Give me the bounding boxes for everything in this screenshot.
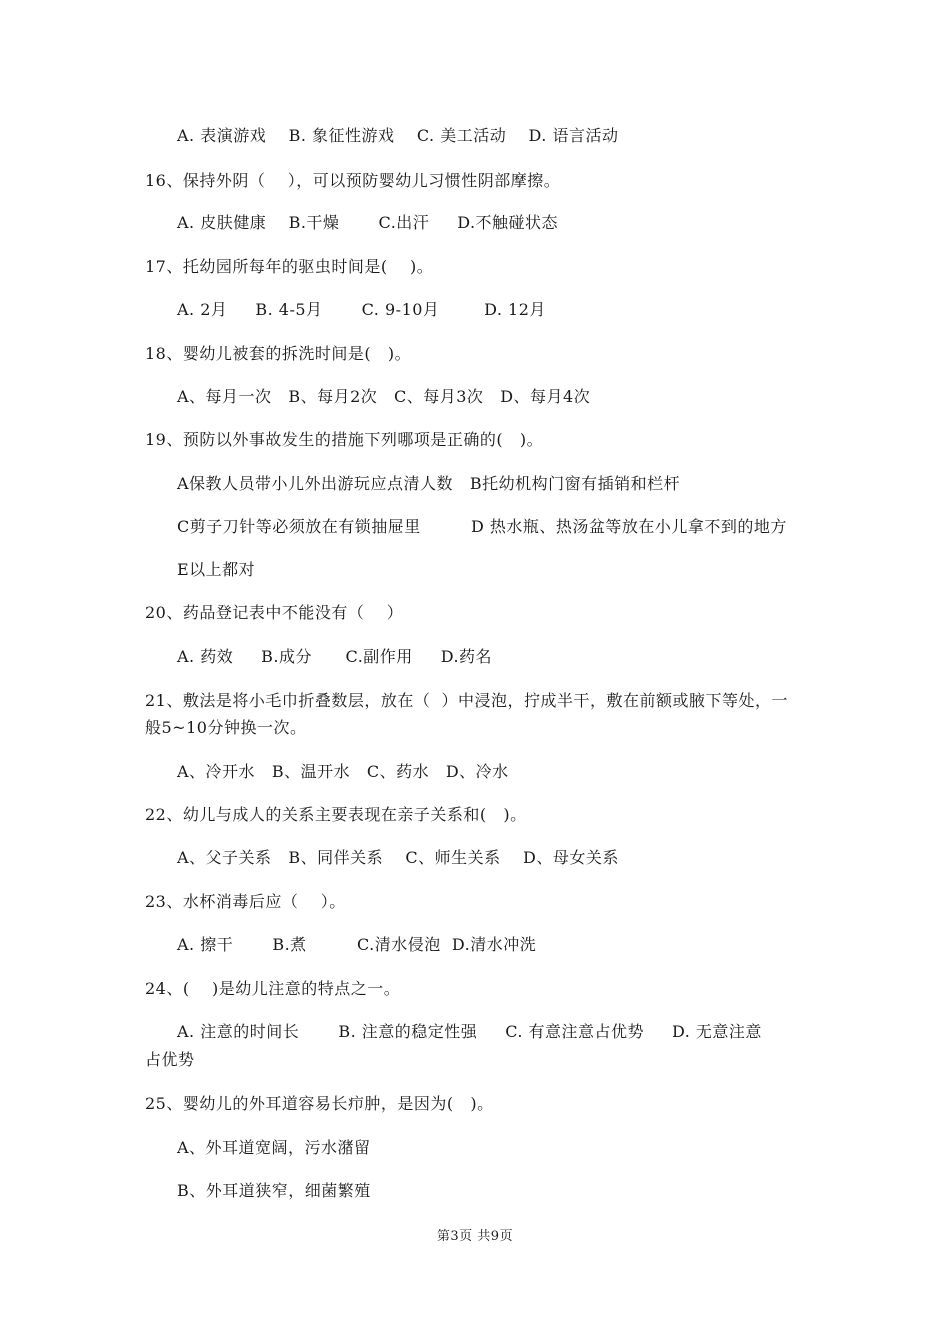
q17-options: A. 2月 B. 4-5月 C. 9-10月 D. 12月	[177, 300, 546, 319]
page-footer: 第3页 共9页	[436, 1229, 514, 1244]
q24-options: A. 注意的时间长 B. 注意的稳定性强 C. 有意注意占优势 D. 无意注意	[177, 1022, 762, 1041]
q16-options: A. 皮肤健康 B.干燥 C.出汗 D.不触碰状态	[177, 213, 559, 232]
q19-option-e: E以上都对	[177, 560, 256, 579]
q25-option-a: A、外耳道宽阔，污水潴留	[177, 1138, 371, 1157]
question-19: 19、预防以外事故发生的措施下列哪项是正确的( )。	[145, 430, 544, 449]
question-21-cont: 般5~10分钟换一次。	[145, 718, 307, 737]
question-18: 18、婴幼儿被套的拆洗时间是( )。	[145, 344, 412, 363]
q19-options-cd: C剪子刀针等必须放在有锁抽屉里 D 热水瓶、热汤盆等放在小儿拿不到的地方	[177, 517, 787, 536]
q19-options-ab: A保教人员带小儿外出游玩应点清人数 B托幼机构门窗有插销和栏杆	[177, 474, 681, 493]
question-17: 17、托幼园所每年的驱虫时间是( )。	[145, 257, 434, 276]
question-22: 22、幼儿与成人的关系主要表现在亲子关系和( )。	[145, 805, 527, 824]
question-24: 24、( )是幼儿注意的特点之一。	[145, 979, 401, 998]
q24-options-cont: 占优势	[145, 1050, 195, 1069]
question-16: 16、保持外阴（ ），可以预防婴幼儿习惯性阴部摩擦。	[145, 171, 561, 190]
question-25: 25、婴幼儿的外耳道容易长疖肿，是因为( )。	[145, 1094, 494, 1113]
q23-options: A. 擦干 B.煮 C.清水侵泡 D.清水冲洗	[177, 935, 537, 954]
q25-option-b: B、外耳道狭窄，细菌繁殖	[177, 1181, 371, 1200]
question-20: 20、药品登记表中不能没有（ ）	[145, 603, 404, 622]
q22-options: A、父子关系 B、同伴关系 C、师生关系 D、母女关系	[177, 848, 619, 867]
q20-options: A. 药效 B.成分 C.副作用 D.药名	[177, 647, 493, 666]
question-21: 21、敷法是将小毛巾折叠数层，放在（ ）中浸泡，拧成半干，敷在前额或腋下等处，一	[145, 691, 789, 710]
q18-options: A、每月一次 B、每月2次 C、每月3次 D、每月4次	[177, 387, 591, 406]
question-23: 23、水杯消毒后应（ ）。	[145, 892, 346, 911]
q21-options: A、冷开水 B、温开水 C、药水 D、冷水	[177, 762, 509, 781]
q15-options: A. 表演游戏 B. 象征性游戏 C. 美工活动 D. 语言活动	[177, 126, 619, 145]
